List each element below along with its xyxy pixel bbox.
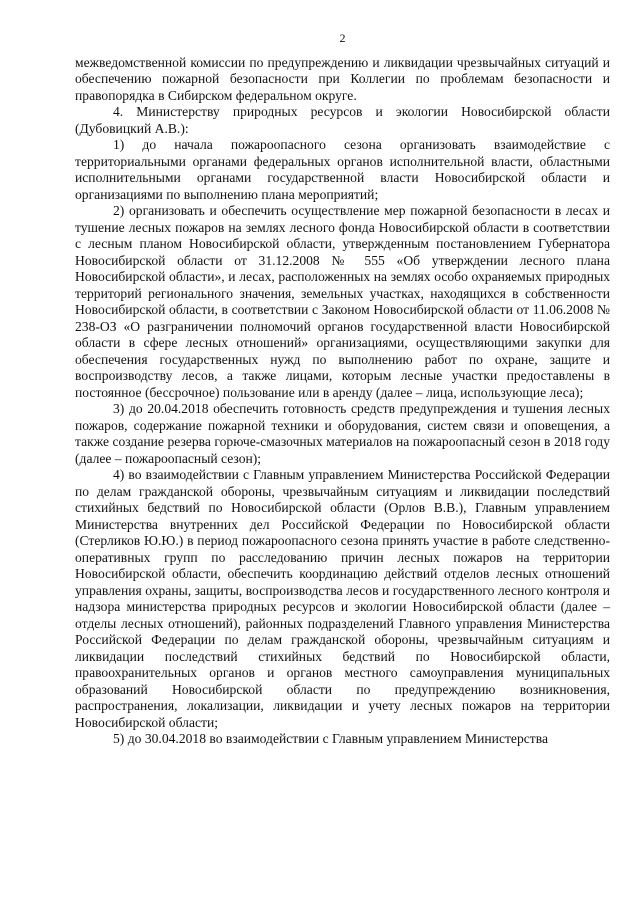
paragraph-subitem-5: 5) до 30.04.2018 во взаимодействии с Главным управлением Министерства bbox=[113, 731, 549, 746]
paragraph-continuation: межведомственной комиссии по предупреждению и ликвидации чрезвычайных ситуаций и обеспечению пожарной безопасности при Коллегии по проблемам безопасности и правопорядка в Сибирском федеральном округе. bbox=[75, 54, 610, 103]
paragraph-subitem-4: 4) во взаимодействии с Главным управлением Министерства Российской Федерации по делам гражданской обороны, чрезвычайным ситуациям и ликвидации последствий стихийных бедствий по Новосибирской области (Орлов В.В.), Главным управлением Министерства внутренних дел Российской Федерации по Новосибирской области (Стерликов Ю.Ю.) в период пожароопасного сезона принять участие в работе следственно-оперативных групп по расследованию причин лесных пожаров на территории Новосибирской области, обеспечить координацию действий отделов лесных отношений управления охраны, защиты, воспроизводства лесов и государственного лесного контроля и надзора министерства природных ресурсов и экологии Новосибирской области (далее – отделы лесных отношений), районных подразделений Главного управления Министерства Российской Федерации по делам гражданской обороны, чрезвычайным ситуациям и ликвидации последствий стихийных бедствий по Новосибирской области, правоохранительных органов и органов местного самоуправления муниципальных образований Новосибирской области по предупреждению возникновения, распространения, локализации, ликвидации и учету лесных пожаров на территории Новосибирской области; bbox=[75, 467, 610, 730]
paragraph-subitem-2: 2) организовать и обеспечить осуществление мер пожарной безопасности в лесах и тушение лесных пожаров на землях лесного фонда Новосибирской области в соответствии с лесным планом Новосибирской области, утвержденным постановлением Губернатора Новосибирской области от 31.12.2008 № 555 «Об утверждении лесного плана Новосибирской области», и лесах, расположенных на землях особо охраняемых природных территорий регионального значения, земельных участках, находящихся в собственности Новосибирской области, в соответствии с Законом Новосибирской области от 11.06.2008 № 238-ОЗ «О разграничении полномочий органов государственной власти Новосибирской области в сфере лесных отношений» организациями, осуществляющими закупки для обеспечения государственных нужд по выполнению работ по охране, защите и воспроизводству лесов, а также лицами, которым лесные участки предоставлены в постоянное (бессрочное) пользование или в аренду (далее – лица, использующие леса); bbox=[75, 203, 610, 400]
page-number: 2 bbox=[339, 31, 346, 45]
paragraph-item-4: 4. Министерству природных ресурсов и экологии Новосибирской области (Дубовицкий А.В.): bbox=[75, 104, 610, 136]
paragraph-subitem-1: 1) до начала пожароопасного сезона организовать взаимодействие с территориальными органами федеральных органов исполнительной власти, областными исполнительными органами государственной власти Новосибирской области и организациями по выполнению плана мероприятий; bbox=[75, 137, 610, 202]
paragraph-subitem-3: 3) до 20.04.2018 обеспечить готовность средств предупреждения и тушения лесных пожаров, содержание пожарной техники и оборудования, систем связи и оповещения, а также создание резерва горюче-смазочных материалов на пожароопасный сезон в 2018 году (далее – пожароопасный сезон); bbox=[75, 401, 610, 466]
